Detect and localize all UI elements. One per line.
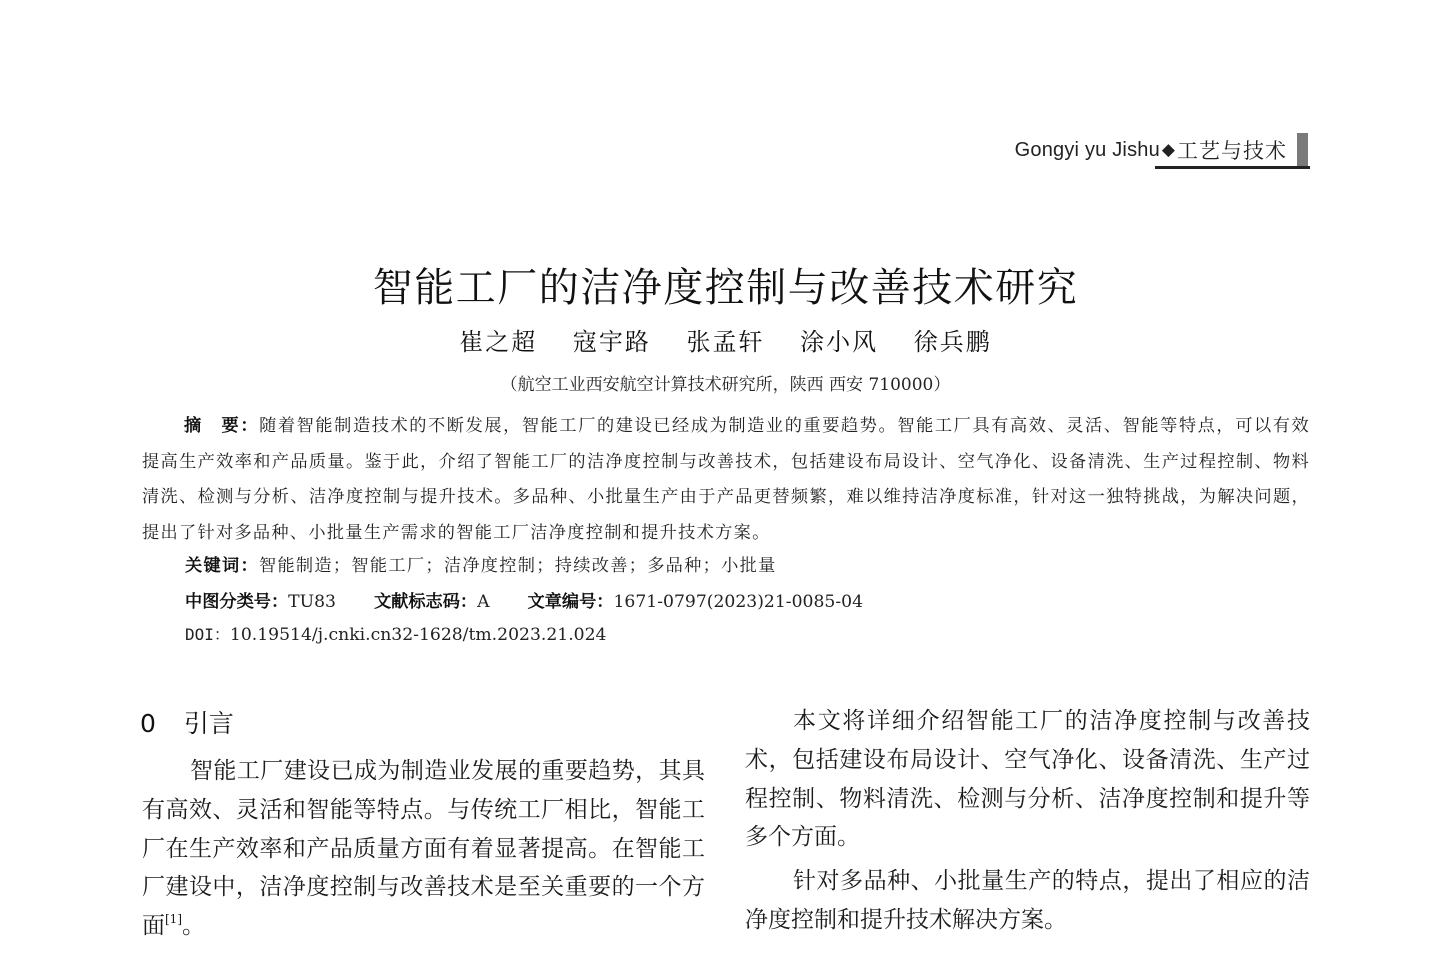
keywords-label: 关键词： — [185, 556, 259, 576]
author-5: 徐兵鹏 — [913, 328, 992, 356]
abstract-text: 随着智能制造技术的不断发展，智能工厂的建设已经成为制造业的重要趋势。智能工厂具有高效、灵活、智能等特点，可以有效提高生产效率和产品质量。鉴于此，介绍了智能工厂的洁净度控制与改善技术，包括建设布局设计、空气净化、设备清洗、生产过程控制、物料清洗、检测与分析、洁净度控制与提升技术。多品种、小批量生产由于产品更替频繁，难以维持洁净度标准，针对这一独特挑战，为解决问题，提出了针对多品种、小批量生产需求的智能工厂洁净度控制和提升技术方案。 — [142, 416, 1310, 543]
abstract-label: 摘 要： — [184, 416, 260, 436]
article-no-label: 文章编号： — [527, 592, 614, 612]
section-title: 引言 — [183, 709, 234, 738]
classification-line — [185, 587, 863, 612]
diamond-separator-icon: ◆ — [1161, 140, 1175, 159]
doi-line — [185, 622, 607, 645]
author-1: 崔之超 — [459, 328, 538, 356]
header-block-marker — [1297, 133, 1308, 167]
paper-title: 智能工厂的洁净度控制与改善技术研究 — [372, 265, 1079, 311]
author-2: 寇宇路 — [572, 328, 651, 356]
doc-code-label: 文献标志码： — [373, 592, 478, 612]
intro-paragraph-2: 本文将详细介绍智能工厂的洁净度控制与改善技术，包括建设布局设计、空气净化、设备清洗、生产过程控制、物料清洗、检测与分析、洁净度控制和提升等多个方面。 — [745, 708, 1310, 851]
keywords-line — [185, 551, 777, 576]
clc-value: TU83 — [288, 592, 336, 612]
abstract — [142, 409, 1310, 551]
citation-ref-1[interactable]: [1] — [165, 912, 182, 927]
author-list — [0, 322, 1451, 357]
intro-paragraph-3: 针对多品种、小批量生产的特点，提出了相应的洁净度控制和提升技术解决方案。 — [745, 868, 1310, 933]
clc-label: 中图分类号： — [185, 592, 289, 612]
doi-link[interactable]: 10.19514/j.cnki.cn32-1628/tm.2023.21.024 — [229, 625, 607, 645]
keywords-text: 智能制造；智能工厂；洁净度控制；持续改善；多品种；小批量 — [258, 556, 777, 576]
section-number: 0 — [140, 709, 156, 738]
author-3: 张孟轩 — [686, 328, 765, 356]
journal-section-pinyin: Gongyi yu Jishu — [1014, 138, 1160, 161]
section-heading — [140, 704, 234, 740]
affiliation: （航空工业西安航空计算技术研究所，陕西 西安 710000） — [500, 375, 951, 395]
author-4: 涂小风 — [800, 328, 879, 356]
journal-section-name: 工艺与技术 — [1177, 140, 1287, 163]
intro-paragraph-1: 智能工厂建设已成为制造业发展的重要趋势，其具有高效、灵活和智能等特点。与传统工厂相比，智能工厂在生产效率和产品质量方面有着显著提高。在智能工厂建设中，洁净度控制与改善技术是至关重要的一个方面[1]。 — [142, 758, 705, 940]
running-header — [1015, 132, 1308, 168]
doi-label: DOI： — [185, 625, 230, 644]
header-rule — [1155, 166, 1310, 169]
doc-code-value: A — [477, 592, 490, 612]
article-no-value: 1671-0797(2023)21-0085-04 — [613, 592, 864, 612]
